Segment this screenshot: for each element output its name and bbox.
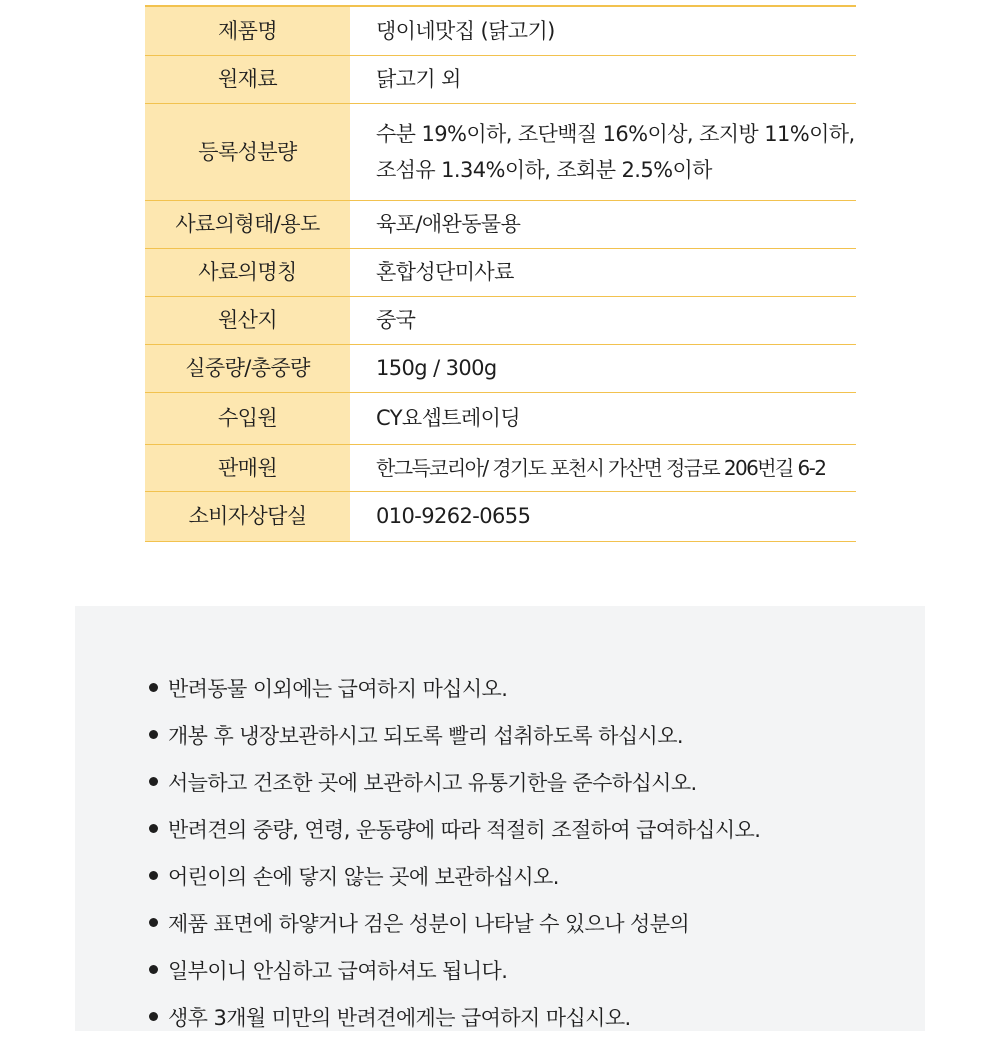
row-value: CY요셉트레이딩: [350, 392, 856, 444]
bullet-icon: [149, 824, 158, 833]
notice-text: 반려동물 이외에는 급여하지 마십시오.: [168, 676, 508, 701]
bullet-icon: [149, 730, 158, 739]
row-value: 혼합성단미사료: [350, 248, 856, 296]
list-item: [149, 805, 760, 852]
notice-text: 제품 표면에 하얗거나 검은 성분이 나타날 수 있으나 성분의: [168, 911, 690, 936]
row-value: 150g / 300g: [350, 344, 856, 392]
row-value: 010-9262-0655: [350, 491, 856, 541]
notice-text: 반려견의 중량, 연령, 운동량에 따라 적절히 조절하여 급여하십시오.: [168, 817, 761, 842]
bullet-icon: [149, 777, 158, 786]
table-row: [145, 444, 856, 491]
table-row: [145, 6, 856, 55]
row-value-line: 수분 19%이하, 조단백질 16%이상, 조지방 11%이하,: [376, 121, 855, 146]
row-value: 댕이네맛집 (닭고기): [350, 6, 856, 55]
list-item: [149, 664, 760, 711]
bullet-icon: [149, 871, 158, 880]
notice-list: [149, 664, 760, 1040]
list-item: [149, 946, 760, 993]
table-row: [145, 491, 856, 541]
table-row: [145, 200, 856, 248]
notice-text: 개봉 후 냉장보관하시고 되도록 빨리 섭취하도록 하십시오.: [168, 723, 683, 748]
row-label: 원산지: [145, 296, 350, 344]
row-value: 중국: [350, 296, 856, 344]
row-value: [350, 103, 856, 200]
bullet-icon: [149, 918, 158, 927]
notice-text: 생후 3개월 미만의 반려견에게는 급여하지 마십시오.: [168, 1005, 631, 1030]
bullet-icon: [149, 1012, 158, 1021]
table-row: [145, 103, 856, 200]
row-value-line: 조섬유 1.34%이하, 조회분 2.5%이하: [376, 157, 712, 182]
row-label: 실중량/총중량: [145, 344, 350, 392]
row-label: 판매원: [145, 444, 350, 491]
row-value: 육포/애완동물용: [350, 200, 856, 248]
row-label: 등록성분량: [145, 103, 350, 200]
notice-box: [75, 606, 925, 1031]
row-label: 수입원: [145, 392, 350, 444]
bullet-icon: [149, 683, 158, 692]
table-row: [145, 296, 856, 344]
notice-text: 어린이의 손에 닿지 않는 곳에 보관하십시오.: [168, 864, 559, 889]
list-item: [149, 852, 760, 899]
row-label: 사료의명칭: [145, 248, 350, 296]
table-row: [145, 55, 856, 103]
bullet-icon: [149, 965, 158, 974]
notice-text: 일부이니 안심하고 급여하셔도 됩니다.: [168, 958, 508, 983]
row-value: 한그득코리아/ 경기도 포천시 가산면 정금로 206번길 6-2: [350, 444, 856, 491]
table-row: [145, 248, 856, 296]
list-item: [149, 758, 760, 805]
list-item: [149, 899, 760, 946]
row-label: 사료의형태/용도: [145, 200, 350, 248]
row-value: 닭고기 외: [350, 55, 856, 103]
product-info-table: [145, 5, 856, 542]
row-label: 제품명: [145, 6, 350, 55]
table-row: [145, 392, 856, 444]
table-row: [145, 344, 856, 392]
notice-text: 서늘하고 건조한 곳에 보관하시고 유통기한을 준수하십시오.: [168, 770, 697, 795]
row-label: 원재료: [145, 55, 350, 103]
list-item: [149, 711, 760, 758]
row-label: 소비자상담실: [145, 491, 350, 541]
list-item: [149, 993, 760, 1040]
